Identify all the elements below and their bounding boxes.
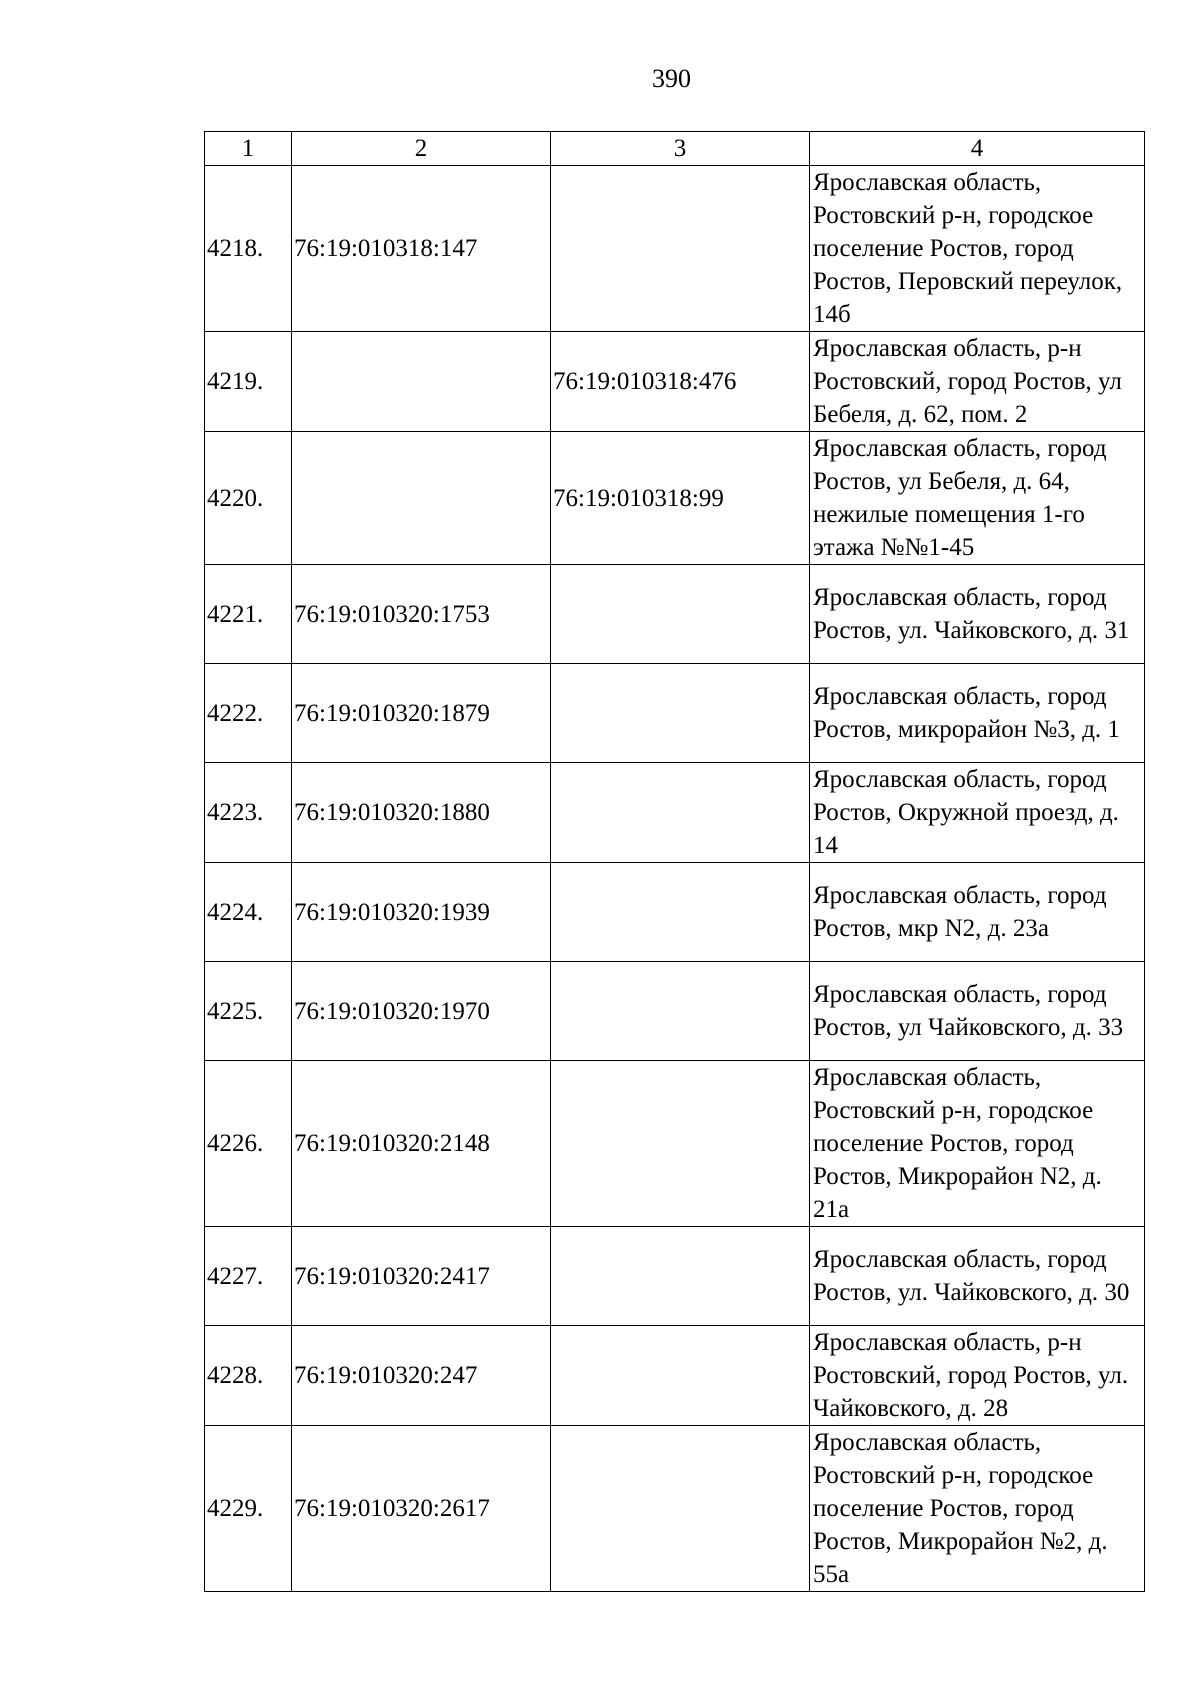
address-cell: Ярославская область, город Ростов, ул. Чайковского, д. 30 [810, 1227, 1145, 1326]
row-number: 4224. [205, 863, 292, 962]
table-row [205, 1326, 1145, 1426]
address-cell: Ярославская область, Ростовский р-н, городское поселение Ростов, город Ростов, Микрорайон N2, д. 21а [810, 1061, 1145, 1227]
cadastral-number-col3 [551, 1227, 810, 1326]
cadastral-number-col3 [551, 962, 810, 1061]
address-cell: Ярославская область, Ростовский р-н, городское поселение Ростов, город Ростов, Перовский переулок, 14б [810, 166, 1145, 332]
cadastral-number-col3 [551, 763, 810, 863]
table-row [205, 1061, 1145, 1227]
row-number: 4228. [205, 1326, 292, 1426]
row-number: 4220. [205, 432, 292, 565]
row-number: 4219. [205, 332, 292, 432]
header-col-1: 1 [205, 132, 292, 166]
cadastral-number-col2: 76:19:010320:1879 [292, 664, 551, 763]
address-cell: Ярославская область, город Ростов, Окружной проезд, д. 14 [810, 763, 1145, 863]
cadastral-number-col2: 76:19:010320:247 [292, 1326, 551, 1426]
cadastral-number-col2: 76:19:010320:1939 [292, 863, 551, 962]
table-row [205, 863, 1145, 962]
cadastral-number-col3 [551, 166, 810, 332]
cadastral-number-col2: 76:19:010320:1753 [292, 565, 551, 664]
cadastral-number-col3 [551, 863, 810, 962]
cadastral-number-col2: 76:19:010320:2148 [292, 1061, 551, 1227]
header-row [205, 132, 1145, 166]
table-row [205, 332, 1145, 432]
table-row [205, 432, 1145, 565]
cadastral-number-col3: 76:19:010318:99 [551, 432, 810, 565]
row-number: 4222. [205, 664, 292, 763]
cadastral-number-col2: 76:19:010320:1880 [292, 763, 551, 863]
cadastral-number-col2: 76:19:010320:2417 [292, 1227, 551, 1326]
header-col-4: 4 [810, 132, 1145, 166]
table-row [205, 763, 1145, 863]
cadastral-number-col2: 76:19:010318:147 [292, 166, 551, 332]
cadastral-number-col2: 76:19:010320:1970 [292, 962, 551, 1061]
address-cell: Ярославская область, город Ростов, ул Бебеля, д. 64, нежилые помещения 1-го этажа №№1-45 [810, 432, 1145, 565]
address-cell: Ярославская область, город Ростов, ул. Чайковского, д. 31 [810, 565, 1145, 664]
cadastral-number-col2 [292, 332, 551, 432]
table-row [205, 166, 1145, 332]
table-row [205, 962, 1145, 1061]
cadastral-number-col3 [551, 1426, 810, 1592]
row-number: 4223. [205, 763, 292, 863]
row-number: 4218. [205, 166, 292, 332]
table-row [205, 1426, 1145, 1592]
registry-table [204, 131, 1145, 1592]
address-cell: Ярославская область, р-н Ростовский, город Ростов, ул. Чайковского, д. 28 [810, 1326, 1145, 1426]
row-number: 4225. [205, 962, 292, 1061]
cadastral-number-col2: 76:19:010320:2617 [292, 1426, 551, 1592]
table-row [205, 1227, 1145, 1326]
cadastral-number-col3 [551, 664, 810, 763]
address-cell: Ярославская область, р-н Ростовский, город Ростов, ул Бебеля, д. 62, пом. 2 [810, 332, 1145, 432]
row-number: 4221. [205, 565, 292, 664]
cadastral-number-col3 [551, 1326, 810, 1426]
row-number: 4226. [205, 1061, 292, 1227]
address-cell: Ярославская область, город Ростов, ул Чайковского, д. 33 [810, 962, 1145, 1061]
header-col-2: 2 [292, 132, 551, 166]
row-number: 4229. [205, 1426, 292, 1592]
header-col-3: 3 [551, 132, 810, 166]
address-cell: Ярославская область, город Ростов, мкр N2, д. 23а [810, 863, 1145, 962]
table-row [205, 664, 1145, 763]
cadastral-number-col3: 76:19:010318:476 [551, 332, 810, 432]
table-row [205, 565, 1145, 664]
address-cell: Ярославская область, город Ростов, микрорайон №3, д. 1 [810, 664, 1145, 763]
page-number: 390 [652, 64, 691, 93]
cadastral-number-col2 [292, 432, 551, 565]
cadastral-number-col3 [551, 565, 810, 664]
cadastral-number-col3 [551, 1061, 810, 1227]
row-number: 4227. [205, 1227, 292, 1326]
address-cell: Ярославская область, Ростовский р-н, городское поселение Ростов, город Ростов, Микрорайон №2, д. 55а [810, 1426, 1145, 1592]
